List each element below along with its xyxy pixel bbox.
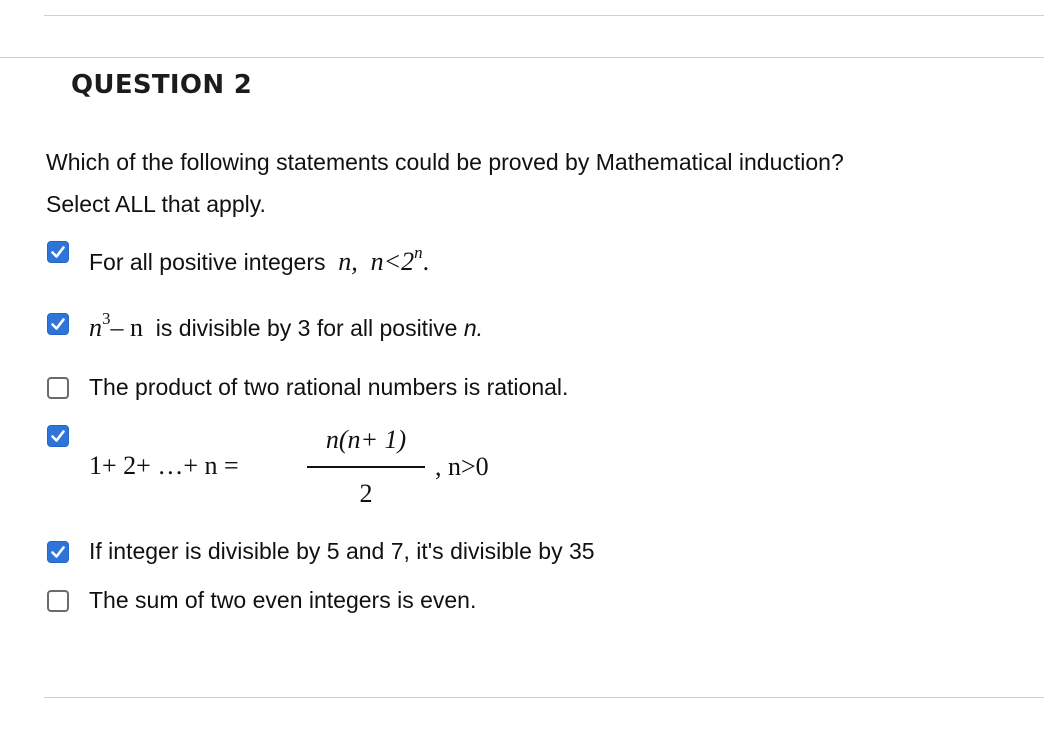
- question-prompt: Which of the following statements could be proved by Mathematical induction?: [46, 149, 844, 175]
- top-divider: [44, 15, 1044, 16]
- option-1-math-lhs: n<2: [370, 247, 415, 276]
- option-2-text: is divisible by 3 for all positive: [155, 315, 458, 341]
- option-4-numerator: n(n+ 1): [325, 425, 407, 454]
- option-1-math-var: n,: [338, 247, 358, 276]
- option-1-math-end: .: [422, 247, 430, 276]
- fraction-bar: [307, 466, 425, 468]
- section-divider: [0, 57, 1044, 58]
- option-4-denominator: 2: [359, 479, 373, 508]
- checkmark-icon: [50, 544, 66, 560]
- option-1-label[interactable]: [89, 243, 430, 277]
- option-3-checkbox[interactable]: [47, 377, 69, 399]
- option-1-text: For all positive integers: [89, 249, 326, 275]
- option-2-label[interactable]: [89, 309, 484, 343]
- option-2-math-exp: 3: [102, 309, 111, 328]
- option-4-label[interactable]: [89, 425, 549, 515]
- checkmark-icon: [50, 244, 66, 260]
- checkmark-icon: [50, 316, 66, 332]
- bottom-divider: [44, 697, 1044, 698]
- checkmark-icon: [50, 428, 66, 444]
- option-2-math-rest: – n: [110, 313, 143, 342]
- option-2-math-base: n: [89, 313, 102, 342]
- option-1-math-exp: n: [414, 243, 423, 262]
- option-6-checkbox[interactable]: [47, 590, 69, 612]
- option-2-text-var: n.: [463, 315, 484, 341]
- question-instruction: Select ALL that apply.: [46, 191, 266, 217]
- option-3-label[interactable]: The product of two rational numbers is rational.: [89, 374, 569, 400]
- option-4-math-lhs: 1+ 2+ …+ n =: [89, 451, 239, 480]
- option-5-checkbox[interactable]: [47, 541, 69, 563]
- option-4-checkbox[interactable]: [47, 425, 69, 447]
- option-4-math-rhs: , n>0: [435, 452, 489, 481]
- question-title: QUESTION 2: [71, 70, 253, 100]
- option-2-checkbox[interactable]: [47, 313, 69, 335]
- option-5-label[interactable]: If integer is divisible by 5 and 7, it's divisible by 35: [89, 538, 595, 564]
- option-1-checkbox[interactable]: [47, 241, 69, 263]
- option-6-label[interactable]: The sum of two even integers is even.: [89, 587, 477, 613]
